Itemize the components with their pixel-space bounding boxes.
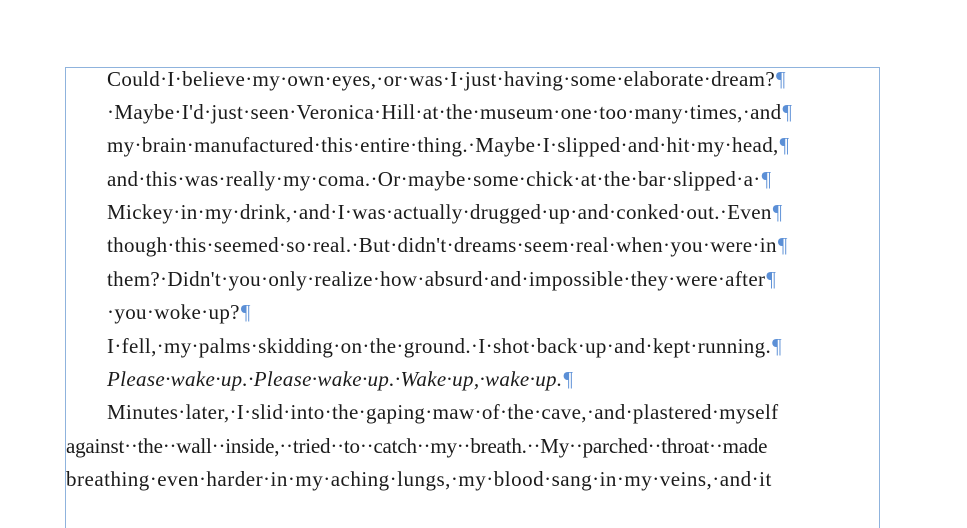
text-line[interactable]: ·Maybe·I'd·just·seen·Veronica·Hill·at·the·museum·one·too·many·times,·and¶	[107, 100, 793, 124]
text-line[interactable]: Minutes·later,·I·slid·into·the·gaping·maw·of·the·cave,·and·plastered·myself	[107, 400, 779, 424]
text-frame[interactable]	[65, 67, 880, 528]
text-line[interactable]: my·brain·manufactured·this·entire·thing.·Maybe·I·slipped·and·hit·my·head,¶	[107, 133, 790, 157]
pilcrow-mark: ¶	[772, 200, 783, 224]
text-line[interactable]: I·fell,·my·palms·skidding·on·the·ground.·I·shot·back·up·and·kept·running.¶	[107, 334, 782, 358]
text-line[interactable]: though·this·seemed·so·real.·But·didn't·dreams·seem·real·when·you·were·in¶	[107, 233, 788, 257]
pilcrow-mark: ¶	[761, 167, 772, 191]
text-line[interactable]: breathing·even·harder·in·my·aching·lungs,·my·blood·sang·in·my·veins,·and·it	[66, 467, 772, 491]
pilcrow-mark: ¶	[563, 367, 574, 391]
pilcrow-mark: ¶	[772, 334, 782, 358]
pilcrow-mark: ¶	[782, 100, 793, 124]
pilcrow-mark: ¶	[766, 267, 777, 291]
pilcrow-mark: ¶	[240, 300, 251, 324]
pilcrow-mark: ¶	[779, 133, 790, 157]
text-line[interactable]: Mickey·in·my·drink,·and·I·was·actually·drugged·up·and·conked·out.·Even¶	[107, 200, 783, 224]
text-line[interactable]: and·this·was·really·my·coma.·Or·maybe·some·chick·at·the·bar·slipped·a·¶	[107, 167, 772, 191]
text-line[interactable]: ·you·woke·up?¶	[107, 300, 251, 324]
text-line-italic[interactable]: Please·wake·up.·Please·wake·up.·Wake·up,·wake·up.¶	[107, 367, 574, 391]
text-line[interactable]: them?·Didn't·you·only·realize·how·absurd·and·impossible·they·were·after¶	[107, 267, 777, 291]
pilcrow-mark: ¶	[777, 233, 788, 257]
text-line[interactable]: against··the··wall··inside,··tried··to··catch··my··breath.··My··parched··throat··made	[66, 434, 768, 458]
pilcrow-mark: ¶	[776, 67, 786, 91]
text-line[interactable]: Could·I·believe·my·own·eyes,·or·was·I·just·having·some·elaborate·dream?¶	[107, 67, 786, 91]
